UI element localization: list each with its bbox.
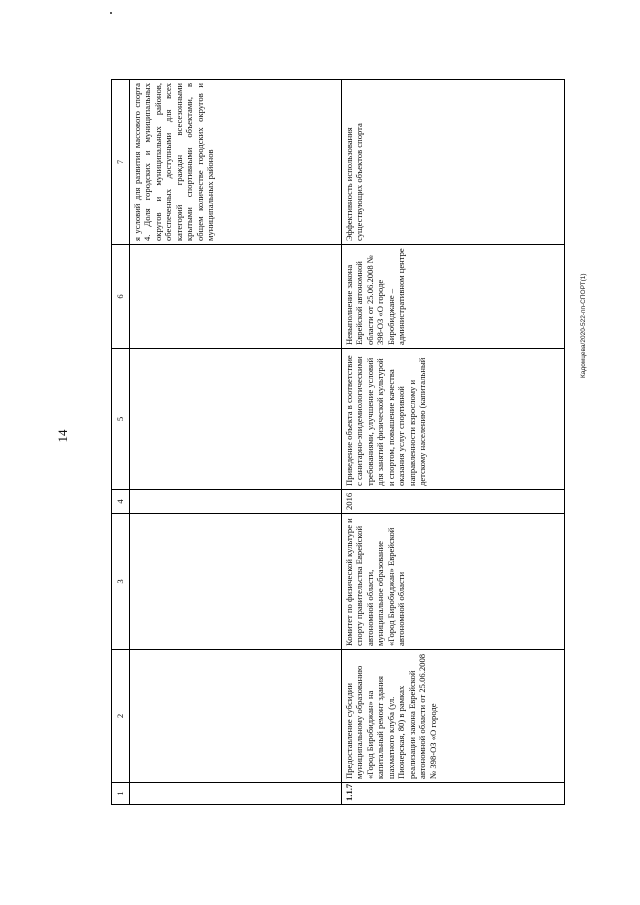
cell-empty <box>130 783 342 805</box>
cell-measure-name: Предоставление субсидии муниципальному образованию «Город Биробиджан» на капитальный ремонт здания шахматного клуба (ул. Пионерская, 80) в рамках реализации закона Еврейской автономной области от 25.06.2008 № 398-ОЗ «О городе <box>342 650 565 783</box>
page-number: 14 <box>55 429 70 443</box>
cell-consequences: Невыполнение закона Еврейской автономной области от 25.06.2008 № 398-ОЗ «О городе Биробиджане – административном центре <box>342 245 565 349</box>
cell-expected-result: Приведение объекта в соответствие с санитарно-эпидемиологическими требованиями, улучшение условий для занятий физической культурой и спортом, повышение качества оказания услуг спортивной направленности взрослому и детскому населению (капитальный <box>342 349 565 490</box>
cell-empty <box>130 514 342 650</box>
cell-empty <box>130 349 342 490</box>
header-col-2: 2 <box>112 650 130 783</box>
header-col-1: 1 <box>112 783 130 805</box>
table-row <box>342 80 565 805</box>
header-row <box>112 80 130 805</box>
scan-dot <box>110 12 112 14</box>
cell-empty <box>130 650 342 783</box>
document-reference: Кадомцева/2020-522-пп-СПОРТ(1) <box>580 273 587 378</box>
header-col-4: 4 <box>112 490 130 514</box>
cell-empty <box>130 245 342 349</box>
cell-row-number: 1.1.7 <box>342 783 565 805</box>
header-col-5: 5 <box>112 349 130 490</box>
table-row-continued <box>130 80 342 805</box>
header-col-6: 6 <box>112 245 130 349</box>
program-measures-table <box>111 79 565 805</box>
header-col-3: 3 <box>112 514 130 650</box>
cell-indicator: Эффективность использования существующих объектов спорта <box>342 80 565 245</box>
rotated-table-region <box>111 80 565 805</box>
cell-executor: Комитет по физической культуре и спорту правительства Еврейской автономной области, муниципальное образование «Город Биробиджан» Еврейской автономной области <box>342 514 565 650</box>
cell-indicator-continued: я условий для развития массового спорта 4. Доля городских и муниципальных округов и муниципальных районов, обеспеченных доступными для всех категорий граждан всесезонными крытыми спортивными объектами, в общем количестве городских округов и муниципальных районов <box>130 80 342 245</box>
cell-year: 2016 <box>342 490 565 514</box>
cell-empty <box>130 490 342 514</box>
header-col-7: 7 <box>112 80 130 245</box>
